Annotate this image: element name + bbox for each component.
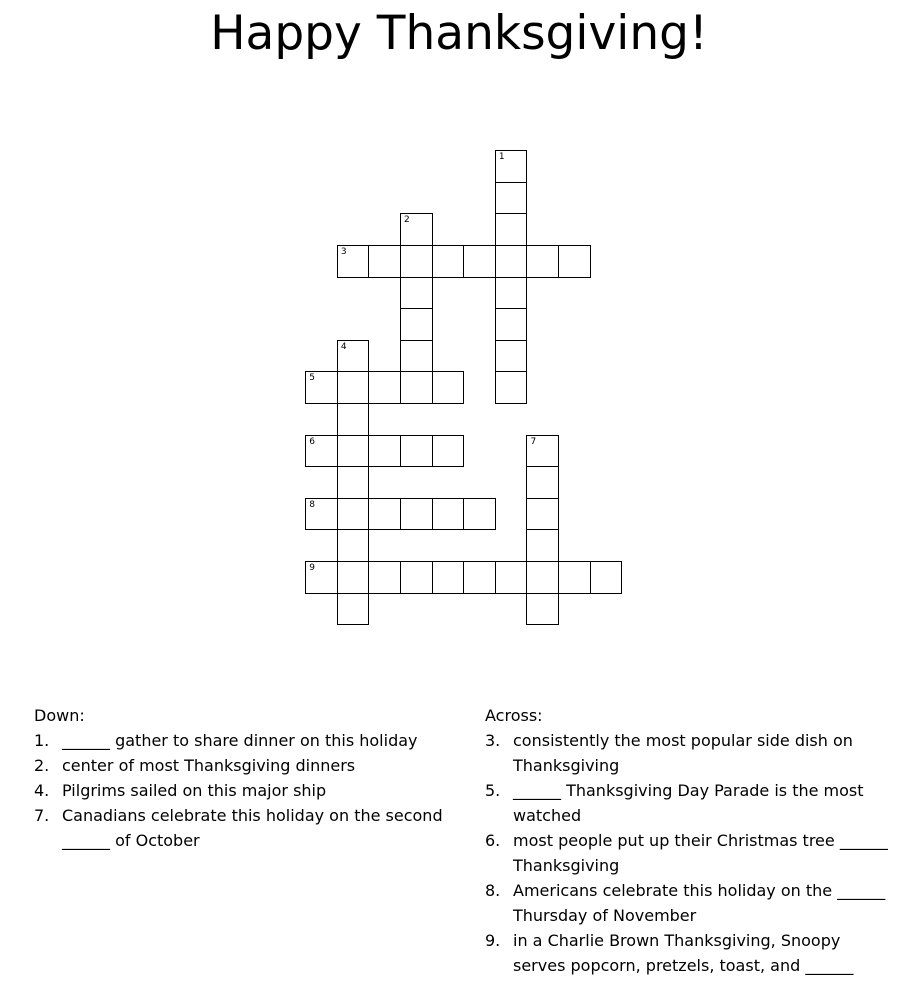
down-heading: Down:	[34, 706, 85, 725]
crossword-cell[interactable]	[368, 245, 401, 278]
down-clues	[34, 703, 454, 853]
cell-number: 2	[404, 215, 410, 226]
clue-number: 6.	[485, 831, 501, 850]
crossword-cell[interactable]	[495, 561, 528, 594]
crossword-cell[interactable]	[495, 277, 528, 310]
crossword-cell[interactable]	[432, 435, 465, 468]
crossword-cell[interactable]	[305, 371, 338, 404]
cell-number: 6	[309, 436, 315, 447]
crossword-cell[interactable]	[495, 150, 528, 183]
crossword-cell[interactable]	[432, 561, 465, 594]
crossword-cell[interactable]	[558, 245, 591, 278]
crossword-cell[interactable]	[463, 561, 496, 594]
crossword-cell[interactable]	[495, 182, 528, 215]
crossword-cell[interactable]	[368, 435, 401, 468]
crossword-cell[interactable]	[495, 308, 528, 341]
clue-text: ______ gather to share dinner on this holiday	[62, 731, 418, 750]
crossword-cell[interactable]	[463, 245, 496, 278]
down-clue	[34, 753, 454, 778]
cell-number: 1	[498, 152, 505, 163]
clue-number: 3.	[485, 731, 501, 750]
crossword-cell[interactable]	[400, 213, 433, 246]
crossword-cell[interactable]	[337, 403, 370, 436]
crossword-cell[interactable]	[400, 498, 433, 531]
crossword-cell[interactable]	[495, 371, 528, 404]
clue-number: 9.	[485, 931, 501, 950]
crossword-cell[interactable]	[432, 498, 465, 531]
crossword-cell[interactable]	[400, 308, 433, 341]
crossword-cell[interactable]	[337, 435, 370, 468]
crossword-cell[interactable]	[463, 498, 496, 531]
clue-text: Canadians celebrate this holiday on the second ______ of October	[62, 806, 443, 850]
clue-number: 1.	[34, 731, 50, 750]
crossword-cell[interactable]	[432, 371, 465, 404]
crossword-cell[interactable]	[526, 245, 559, 278]
crossword-cell[interactable]	[337, 593, 370, 626]
crossword-cell[interactable]	[368, 498, 401, 531]
crossword-cell[interactable]	[495, 213, 528, 246]
crossword-cell[interactable]	[368, 561, 401, 594]
cell-number: 5	[309, 373, 315, 384]
across-clue	[485, 728, 895, 778]
cell-number: 8	[309, 499, 315, 510]
clue-number: 2.	[34, 756, 50, 775]
crossword-cell[interactable]	[400, 277, 433, 310]
crossword-cell[interactable]	[495, 340, 528, 373]
crossword-cell[interactable]	[526, 529, 559, 562]
clue-text: in a Charlie Brown Thanksgiving, Snoopy serves popcorn, pretzels, toast, and ______	[513, 931, 854, 975]
clue-text: Americans celebrate this holiday on the ______ Thursday of November	[513, 881, 886, 925]
down-clue	[34, 728, 454, 753]
clue-text: most people put up their Christmas tree ______ Thanksgiving	[513, 831, 888, 875]
crossword-cell[interactable]	[305, 561, 338, 594]
crossword-cell[interactable]	[558, 561, 591, 594]
crossword-cell[interactable]	[432, 245, 465, 278]
cell-number: 4	[340, 341, 347, 352]
clue-number: 5.	[485, 781, 501, 800]
clue-number: 4.	[34, 781, 50, 800]
crossword-cell[interactable]	[305, 435, 338, 468]
across-clue	[485, 928, 895, 978]
clue-text: consistently the most popular side dish on Thanksgiving	[513, 731, 853, 775]
clue-number: 8.	[485, 881, 501, 900]
clue-number: 7.	[34, 806, 50, 825]
clue-text: center of most Thanksgiving dinners	[62, 756, 356, 775]
clue-text: ______ Thanksgiving Day Parade is the most watched	[513, 781, 864, 825]
crossword-cell[interactable]	[400, 245, 433, 278]
across-clue	[485, 828, 895, 878]
cell-number: 3	[340, 247, 347, 258]
crossword-cell[interactable]	[400, 340, 433, 373]
crossword-cell[interactable]	[526, 593, 559, 626]
crossword-cell[interactable]	[400, 371, 433, 404]
cell-number: 9	[309, 563, 315, 574]
across-clues	[485, 703, 895, 978]
crossword-cell[interactable]	[590, 561, 623, 594]
crossword-cell[interactable]	[526, 498, 559, 531]
crossword-cell[interactable]	[305, 498, 338, 531]
crossword-cell[interactable]	[400, 561, 433, 594]
across-heading: Across:	[485, 706, 543, 725]
clue-text: Pilgrims sailed on this major ship	[62, 781, 327, 800]
cell-number: 7	[530, 436, 537, 447]
down-clue	[34, 803, 454, 853]
crossword-cell[interactable]	[337, 340, 370, 373]
crossword-cell[interactable]	[526, 561, 559, 594]
across-clue	[485, 778, 895, 828]
crossword-cell[interactable]	[337, 466, 370, 499]
crossword-cell[interactable]	[526, 435, 559, 468]
crossword-cell[interactable]	[495, 245, 528, 278]
across-clue	[485, 878, 895, 928]
puzzle-title: Happy Thanksgiving!	[210, 6, 708, 61]
crossword-cell[interactable]	[526, 466, 559, 499]
crossword-cell[interactable]	[400, 435, 433, 468]
down-clue	[34, 778, 454, 803]
crossword-cell[interactable]	[337, 561, 370, 594]
crossword-cell[interactable]	[337, 371, 370, 404]
crossword-cell[interactable]	[337, 529, 370, 562]
crossword-cell[interactable]	[368, 371, 401, 404]
crossword-cell[interactable]	[337, 498, 370, 531]
crossword-cell[interactable]	[337, 245, 370, 278]
